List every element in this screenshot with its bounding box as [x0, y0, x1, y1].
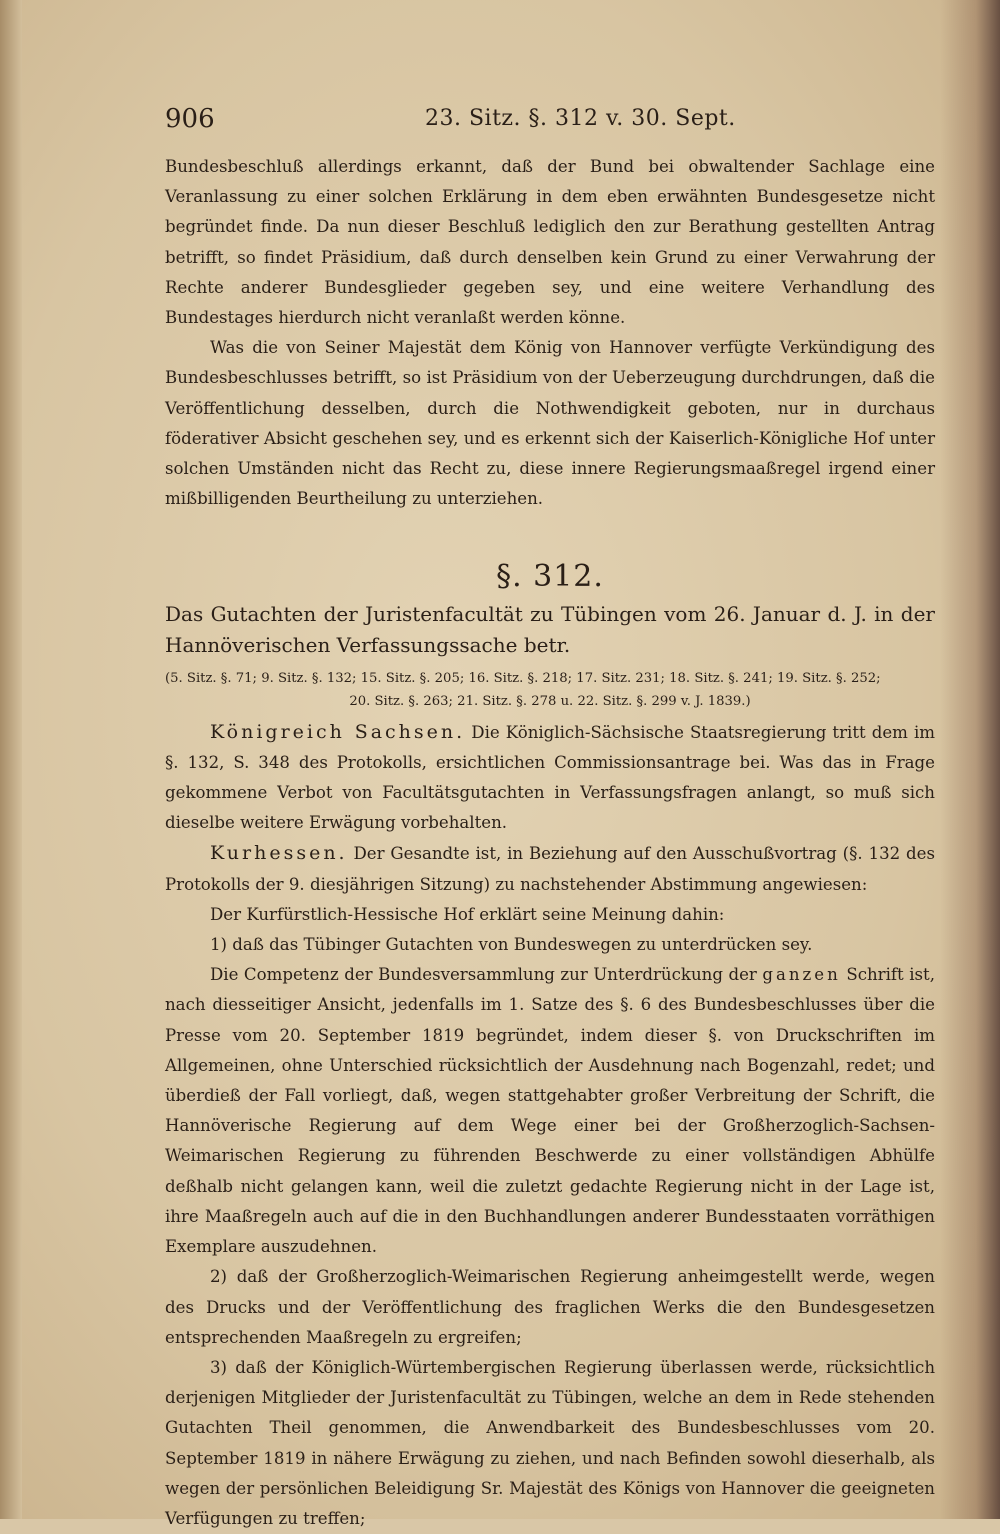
- state-label-kurhessen: Kurhessen.: [210, 842, 348, 865]
- paragraph-continued: Bundesbeschluß allerdings erkannt, daß der Bund bei obwaltender Sachlage eine Veranlassung zu einer solchen Erklärung in dem eben erwähnten Bundesgesetze nicht begründet finde. Da nun dieser Beschluß lediglich den zur Berathung gestellten Antrag betrifft, so findet Präsidium, daß durch denselben kein Grund zu einer Verwahrung der Rechte anderer Bundesglieder gegeben sey, und eine weitere Verhandlung des Bundestages hierdurch nicht veranlaßt werden könne.: [165, 157, 935, 328]
- section-title: Das Gutachten der Juristenfacultät zu Tübingen vom 26. Januar d. J. in der Hannöverischen Verfassungssache betr.: [165, 601, 935, 657]
- vote-kurhessen: [165, 838, 935, 899]
- kurhessen-competence: [165, 960, 935, 1262]
- kurhessen-item-1: 1) daß das Tübinger Gutachten von Bundeswegen zu unterdrücken sey.: [210, 935, 813, 955]
- section-number: §. 312.: [496, 559, 604, 595]
- vote-sachsen: [165, 717, 935, 839]
- references-line-2: 20. Sitz. §. 263; 21. Sitz. §. 278 u. 22. Sitz. §. 299 v. J. 1839.): [349, 693, 751, 709]
- kurhessen-intro: Der Kurfürstlich-Hessische Hof erklärt seine Meinung dahin:: [210, 904, 725, 924]
- page-header: [165, 104, 865, 140]
- vote-text-sachsen: Die Königlich-Sächsische Staatsregierung tritt dem im §. 132, S. 348 des Protokolls, ersichtlichen Commissionsantrage bei. Was das in Frage gekommene Verbot von Facultätsgutachten in Verfassungsfragen anlangt, so muß sich dieselbe weitere Erwägung vorbehalten.: [165, 722, 935, 833]
- running-title: 23. Sitz. §. 312 v. 30. Sept.: [425, 106, 736, 131]
- kurhessen-item-2: 2) daß der Großherzoglich-Weimarischen Regierung anheimgestellt werde, wegen des Drucks und der Veröffentlichung des fraglichen Werks die den Bundesgesetzen entsprechenden Maaßregeln zu ergreifen;: [165, 1267, 935, 1347]
- state-label-sachsen: Königreich Sachsen.: [210, 720, 466, 743]
- kurhessen-item-3: 3) daß der Königlich-Würtembergischen Regierung überlassen werde, rücksichtlich derjenigen Mitglieder der Juristenfacultät zu Tübingen, welche an dem in Rede stehenden Gutachten Theil genommen, die Anwendbarkeit des Bundesbeschlusses vom 20. September 1819 in nähere Erwägung zu ziehen, und nach Befinden sowohl dieserhalb, als wegen der persönlichen Beleidigung Sr. Majestät des Königs von Hannover die geeigneten Verfügungen zu treffen;: [165, 1357, 935, 1528]
- section-references: [165, 667, 935, 713]
- page-number: 906: [165, 104, 215, 134]
- competence-text-start: Die Competenz der Bundesversammlung zur Unterdrückung der: [210, 965, 757, 985]
- vote-text-kurhessen: Der Gesandte ist, in Beziehung auf den Ausschußvortrag (§. 132 des Protokolls der 9. diesjährigen Sitzung) zu nachstehender Abstimmung angewiesen:: [165, 844, 935, 894]
- competence-emphasis: ganzen: [762, 965, 841, 985]
- paragraph-praesidium: Was die von Seiner Majestät dem König von Hannover verfügte Verkündigung des Bundesbeschlusses betrifft, so ist Präsidium von der Ueberzeugung durchdrungen, daß die Veröffentlichung desselben, durch die Nothwendigkeit geboten, nur in durchaus föderativer Absicht geschehen sey, und es erkennt sich der Kaiserlich-Königliche Hof unter solchen Umständen nicht das Recht zu, diese innere Regierungsmaaßregel irgend einer mißbilligenden Beurtheilung zu unterziehen.: [165, 338, 935, 509]
- competence-text-end: Schrift ist, nach diesseitiger Ansicht, jedenfalls im 1. Satze des §. 6 des Bundesbeschlusses über die Presse vom 20. September 1819 begründet, indem dieser §. von Druckschriften im Allgemeinen, ohne Unterschied rücksichtlich der Ausdehnung nach Bogenzahl, redet; und überdieß der Fall vorliegt, daß, wegen stattgehabter großer Verbreitung der Schrift, die Hannöverische Regierung auf dem Wege einer bei der Großherzoglich-Sachsen-Weimarischen Regierung zu führenden Beschwerde zu einer vollständigen Abhülfe deßhalb nicht gelangen kann, weil die zuletzt gedachte Regierung nicht in der Lage ist, ihre Maaßregeln auch auf die in den Buchhandlungen anderer Bundesstaaten vorräthigen Exemplare auszudehnen.: [165, 965, 935, 1257]
- page-edge-shadow: [940, 0, 1000, 1519]
- page-body: [165, 152, 935, 1534]
- gutter-shadow: [0, 0, 22, 1519]
- references-line-1: (5. Sitz. §. 71; 9. Sitz. §. 132; 15. Sitz. §. 205; 16. Sitz. §. 218; 17. Sitz. 231; 18. Sitz. §. 241; 19. Sitz. §. 252;: [165, 670, 881, 686]
